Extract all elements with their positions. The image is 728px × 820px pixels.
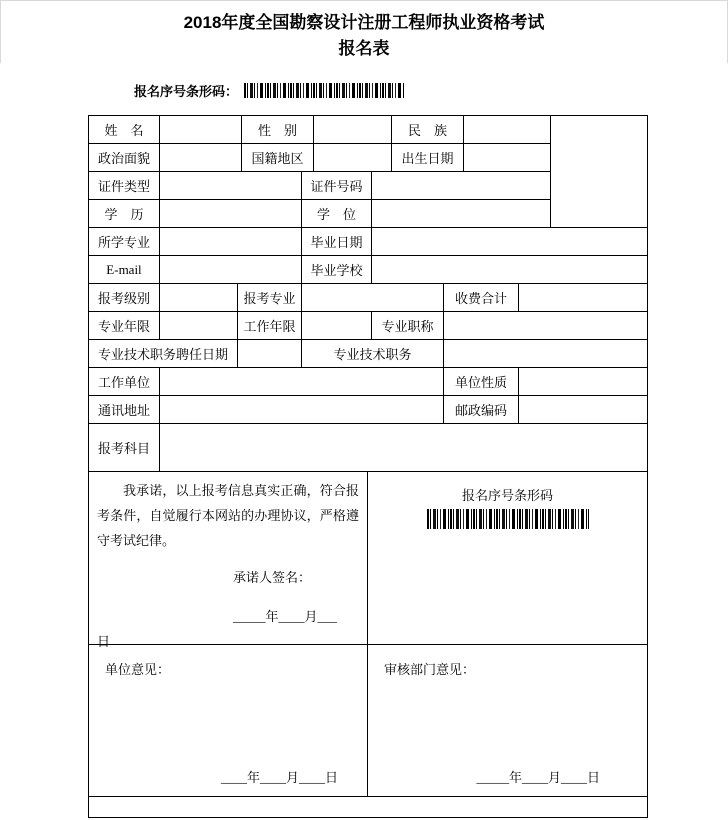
table-row-email — [89, 256, 647, 284]
pro-title-label: 专业职称 — [372, 312, 444, 339]
major-years-label: 专业年限 — [89, 312, 160, 339]
table-row-education — [89, 200, 551, 227]
name-label: 姓 名 — [89, 116, 160, 143]
bottom-empty-strip — [89, 797, 647, 817]
id-no-value-cell — [372, 172, 551, 199]
employer-opinion-cell — [89, 645, 368, 796]
table-row-political — [89, 144, 551, 172]
name-value-cell — [160, 116, 242, 143]
work-years-label: 工作年限 — [238, 312, 302, 339]
table-row-employer — [89, 368, 647, 396]
postcode-label: 邮政编码 — [444, 396, 519, 423]
employer-opinion-label: 单位意见： — [105, 662, 171, 677]
declaration-date-line: _____年____月___ — [233, 609, 338, 624]
exam-major-label: 报考专业 — [238, 284, 302, 311]
table-row-name — [89, 116, 551, 144]
personal-info-grid — [89, 116, 551, 227]
grad-date-value-cell — [372, 228, 647, 255]
birth-value-cell — [464, 144, 551, 171]
email-value-cell — [160, 256, 302, 283]
region-value-cell — [314, 144, 392, 171]
reviewer-opinion-date: _____年____月____日 — [476, 770, 600, 785]
education-label: 学 历 — [89, 200, 160, 227]
fee-total-value-cell — [519, 284, 647, 311]
personal-info-section — [89, 116, 647, 228]
signer-label: 承诺人签名： — [233, 570, 312, 585]
reviewer-opinion-label: 审核部门意见： — [384, 662, 476, 677]
region-label: 国籍地区 — [242, 144, 314, 171]
political-value-cell — [160, 144, 242, 171]
table-row-subjects — [89, 424, 647, 472]
declaration-text: 我承诺，以上报考信息真实正确，符合报考条件，自觉履行本网站的办理协议，严格遵守考试纪律。 — [97, 483, 359, 548]
table-row-address — [89, 396, 647, 424]
address-value-cell — [160, 396, 444, 423]
ethnic-value-cell — [464, 116, 551, 143]
page-edge-left — [0, 1, 1, 63]
subjects-value-cell — [160, 424, 647, 471]
gender-value-cell — [314, 116, 392, 143]
registration-barcode-image — [427, 509, 589, 529]
appoint-date-label: 专业技术职务聘任日期 — [89, 340, 238, 367]
employer-type-label: 单位性质 — [444, 368, 519, 395]
registration-form-table — [88, 115, 648, 818]
photo-box — [551, 116, 647, 227]
education-value-cell — [160, 200, 302, 227]
major-years-value-cell — [160, 312, 238, 339]
table-row-idtype — [89, 172, 551, 200]
degree-label: 学 位 — [302, 200, 372, 227]
major-label: 所学专业 — [89, 228, 160, 255]
opinions-section — [89, 645, 647, 797]
major-value-cell — [160, 228, 302, 255]
political-label: 政治面貌 — [89, 144, 160, 171]
school-label: 毕业学校 — [302, 256, 372, 283]
declaration-date-wrap: 日 — [97, 634, 111, 649]
appoint-date-value-cell — [238, 340, 302, 367]
work-years-value-cell — [302, 312, 372, 339]
employer-opinion-date: ____年____月____日 — [220, 770, 338, 785]
table-row-years — [89, 312, 647, 340]
registration-barcode-title: 报名序号条形码 — [461, 488, 553, 503]
table-row-examlevel — [89, 284, 647, 312]
address-label: 通讯地址 — [89, 396, 160, 423]
employer-value-cell — [160, 368, 444, 395]
form-title-line2: 报名表 — [338, 39, 390, 58]
id-no-label: 证件号码 — [302, 172, 372, 199]
fee-total-label: 收费合计 — [444, 284, 519, 311]
top-barcode-row — [134, 82, 728, 98]
declaration-section — [89, 472, 647, 649]
email-label: E-mail — [89, 256, 160, 283]
exam-level-value-cell — [160, 284, 238, 311]
id-type-label: 证件类型 — [89, 172, 160, 199]
table-row-major — [89, 228, 647, 256]
employer-label: 工作单位 — [89, 368, 160, 395]
top-barcode-label: 报名序号条形码： — [134, 83, 239, 99]
declaration-cell — [89, 472, 368, 649]
pro-title-value-cell — [444, 312, 647, 339]
gender-label: 性 别 — [242, 116, 314, 143]
barcode-cell — [368, 472, 647, 644]
exam-level-label: 报考级别 — [89, 284, 160, 311]
grad-date-label: 毕业日期 — [302, 228, 372, 255]
table-row-appointment — [89, 340, 647, 368]
top-barcode-image — [244, 83, 404, 98]
subjects-label: 报考科目 — [89, 424, 160, 471]
exam-major-value-cell — [302, 284, 444, 311]
ethnic-label: 民 族 — [392, 116, 464, 143]
form-title-line1: 2018年度全国勘察设计注册工程师执业资格考试 — [183, 13, 545, 32]
degree-value-cell — [372, 200, 551, 227]
id-type-value-cell — [160, 172, 302, 199]
tech-post-value-cell — [444, 340, 647, 367]
tech-post-label: 专业技术职务 — [302, 340, 444, 367]
birth-label: 出生日期 — [392, 144, 464, 171]
postcode-value-cell — [519, 396, 647, 423]
reviewer-opinion-cell — [368, 645, 647, 796]
school-value-cell — [372, 256, 647, 283]
employer-type-value-cell — [519, 368, 647, 395]
